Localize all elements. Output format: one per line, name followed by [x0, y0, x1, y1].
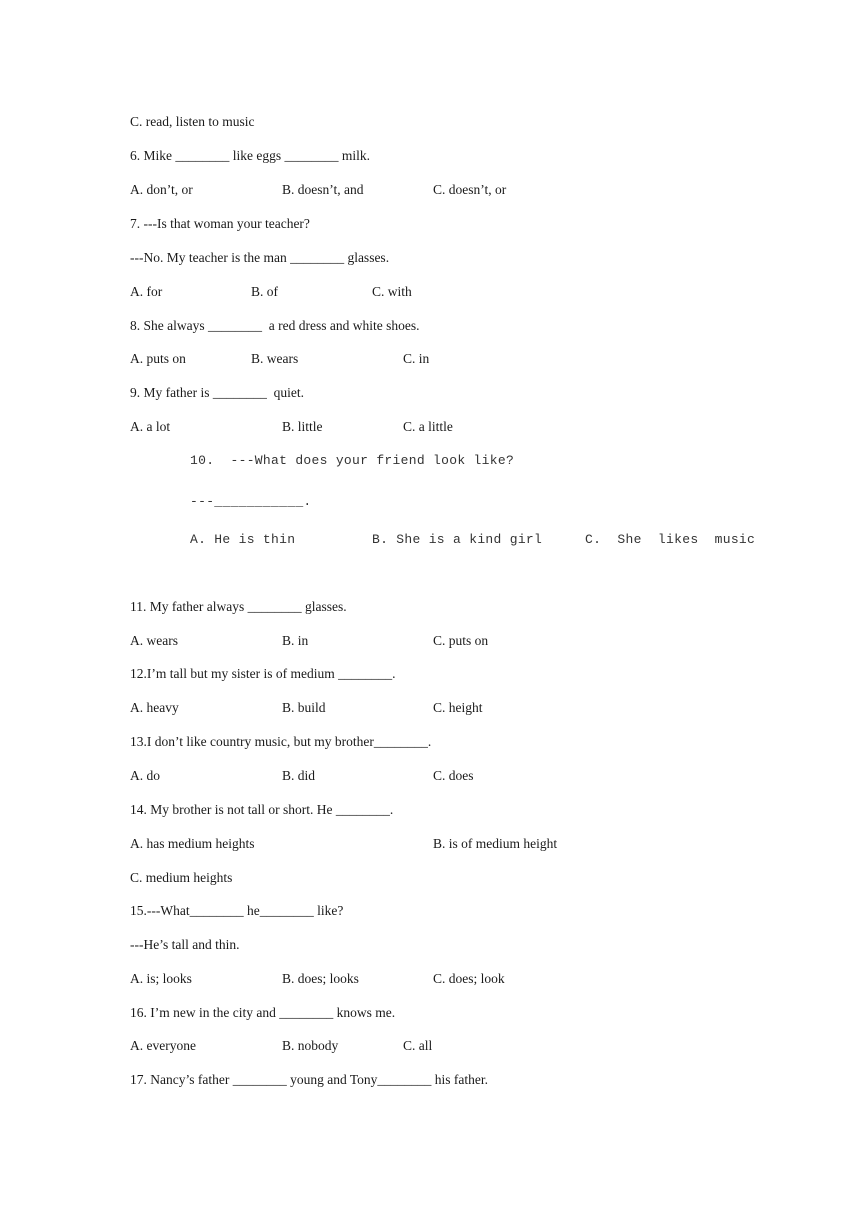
question-16-stem: 16. I’m new in the city and ________ knows me.: [130, 1005, 396, 1020]
question-6-option-c: C. doesn’t, or: [433, 182, 507, 197]
question-6-option-b: B. doesn’t, and: [282, 182, 364, 197]
question-10-stem-2: ---___________.: [190, 494, 312, 509]
question-8-option-a: A. puts on: [130, 351, 186, 366]
question-8-stem: 8. She always ________ a red dress and white shoes.: [130, 318, 420, 333]
question-11-option-c: C. puts on: [433, 633, 489, 648]
question-9-option-b: B. little: [282, 419, 323, 434]
question-15-option-b: B. does; looks: [282, 971, 359, 986]
question-15-option-c: C. does; look: [433, 971, 505, 986]
question-7-option-c: C. with: [372, 284, 412, 299]
question-14-option-b: B. is of medium height: [433, 836, 558, 851]
question-5-option-c: C. read, listen to music: [130, 114, 255, 129]
question-11-option-b: B. in: [282, 633, 309, 648]
question-6-stem: 6. Mike ________ like eggs ________ milk.: [130, 148, 370, 163]
question-11-option-a: A. wears: [130, 633, 178, 648]
question-16-option-b: B. nobody: [282, 1038, 339, 1053]
question-7-option-a: A. for: [130, 284, 163, 299]
question-8-option-c: C. in: [403, 351, 430, 366]
question-17-stem: 17. Nancy’s father ________ young and Tony________ his father.: [130, 1072, 489, 1087]
question-12-stem: 12.I’m tall but my sister is of medium ________.: [130, 666, 396, 681]
question-10-stem: 10. ---What does your friend look like?: [190, 453, 515, 468]
question-7-option-b: B. of: [251, 284, 278, 299]
question-7-stem-2: ---No. My teacher is the man ________ glasses.: [130, 250, 390, 265]
question-16-option-a: A. everyone: [130, 1038, 196, 1053]
question-12-option-a: A. heavy: [130, 700, 179, 715]
question-14-stem: 14. My brother is not tall or short. He ________.: [130, 802, 394, 817]
question-10-option-a: A. He is thin: [190, 532, 296, 547]
question-13-option-a: A. do: [130, 768, 160, 783]
question-10-option-c: C. She likes music: [585, 532, 756, 547]
question-12-option-c: C. height: [433, 700, 483, 715]
question-10-option-b: B. She is a kind girl: [372, 532, 543, 547]
question-14-option-a: A. has medium heights: [130, 836, 255, 851]
question-14-option-c: C. medium heights: [130, 870, 233, 885]
question-13-option-b: B. did: [282, 768, 316, 783]
question-6-option-a: A. don’t, or: [130, 182, 193, 197]
question-15-option-a: A. is; looks: [130, 971, 192, 986]
question-8-option-b: B. wears: [251, 351, 299, 366]
question-13-option-c: C. does: [433, 768, 474, 783]
question-16-option-c: C. all: [403, 1038, 433, 1053]
question-7-stem: 7. ---Is that woman your teacher?: [130, 216, 310, 231]
question-9-stem: 9. My father is ________ quiet.: [130, 385, 304, 400]
question-15-stem-2: ---He’s tall and thin.: [130, 937, 240, 952]
question-15-stem: 15.---What________ he________ like?: [130, 903, 344, 918]
question-13-stem: 13.I don’t like country music, but my brother________.: [130, 734, 432, 749]
question-11-stem: 11. My father always ________ glasses.: [130, 599, 347, 614]
question-9-option-a: A. a lot: [130, 419, 171, 434]
question-9-option-c: C. a little: [403, 419, 453, 434]
question-12-option-b: B. build: [282, 700, 326, 715]
